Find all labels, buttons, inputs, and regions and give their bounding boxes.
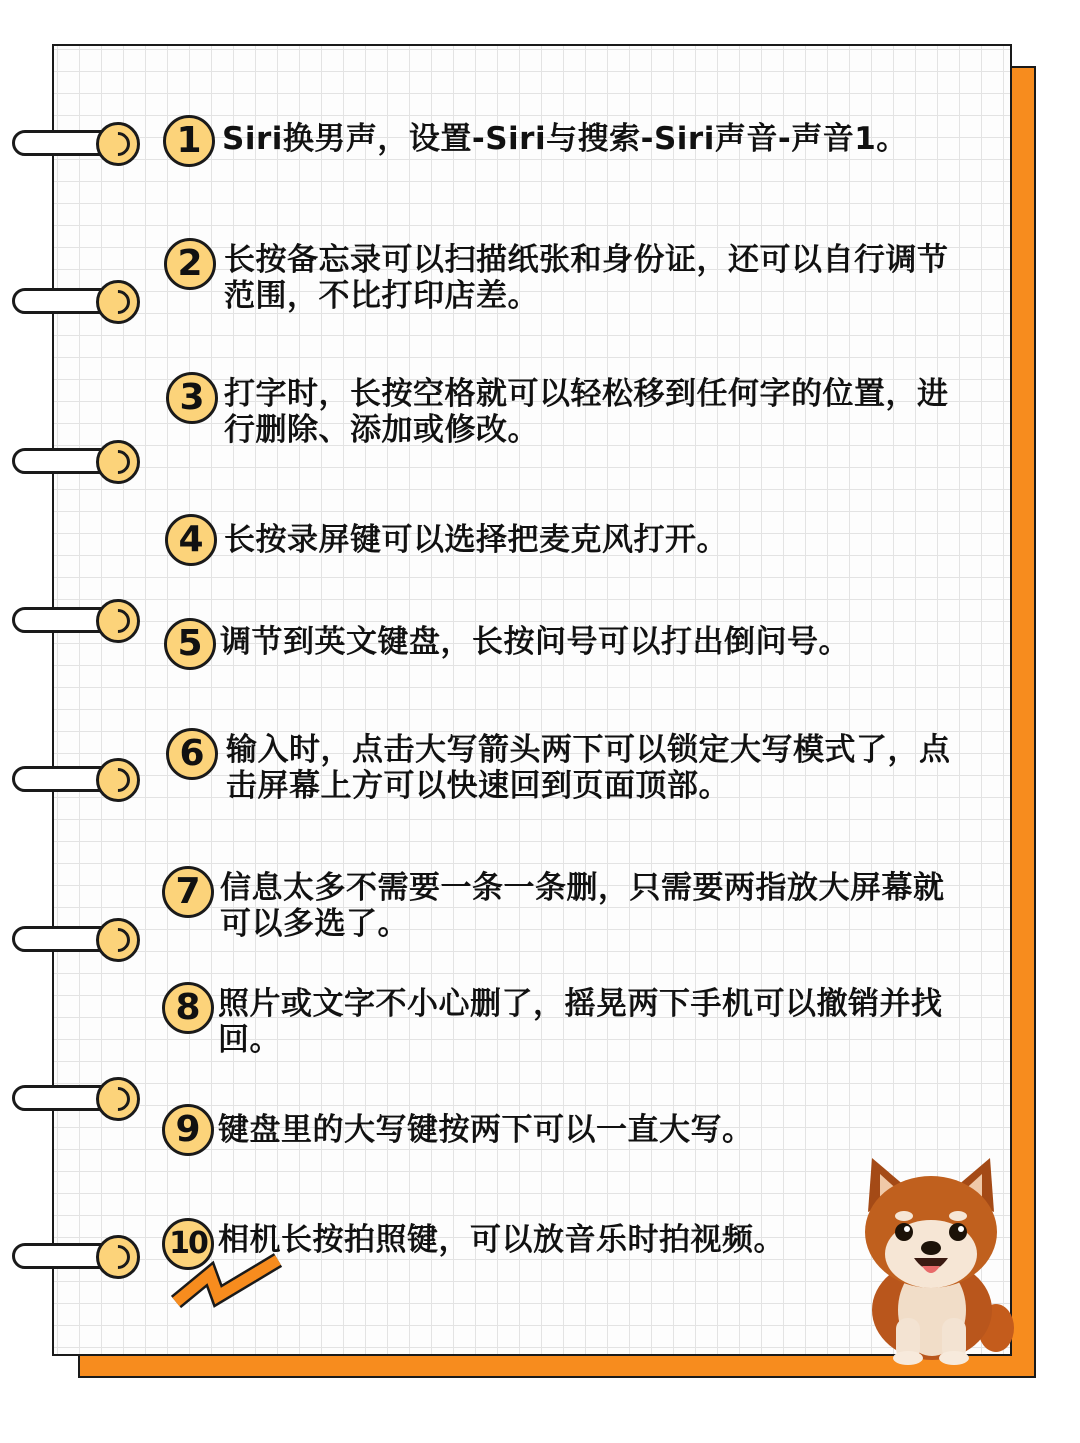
tip-text-line: Siri换男声，设置-Siri与搜索-Siri声音-声音1。 — [222, 121, 908, 157]
tip-number-badge: 8 — [162, 982, 214, 1034]
tip-text-line: 相机长按拍照键，可以放音乐时拍视频。 — [218, 1222, 785, 1258]
binder-ring-icon — [12, 597, 132, 645]
tip-text-line: 击屏幕上方可以快速回到页面顶部。 — [226, 768, 730, 804]
binder-ring-icon — [12, 1233, 132, 1281]
tip-text — [218, 986, 990, 1058]
tip-text-line: 回。 — [218, 1022, 281, 1058]
tip-text — [226, 732, 990, 804]
shiba-dog-illustration — [846, 1150, 1016, 1365]
tip-number-badge: 5 — [164, 618, 216, 670]
tip-text — [220, 870, 990, 942]
tip-text — [220, 624, 990, 660]
tip-number-badge: 1 — [163, 115, 215, 167]
tip-number-badge: 4 — [165, 514, 217, 566]
tip-text — [218, 1222, 880, 1258]
tip-number-badge: 2 — [164, 238, 216, 290]
tip-text — [224, 522, 990, 558]
tip-number-badge: 10 — [162, 1218, 214, 1270]
tip-text-line: 信息太多不需要一条一条删，只需要两指放大屏幕就 — [220, 870, 945, 906]
tip-text-line: 可以多选了。 — [220, 906, 409, 942]
binder-ring-icon — [12, 756, 132, 804]
binder-ring-icon — [12, 1075, 132, 1123]
tip-text — [224, 376, 990, 448]
tip-text-line: 调节到英文键盘，长按问号可以打出倒问号。 — [220, 624, 850, 660]
tip-number-badge: 6 — [166, 728, 218, 780]
tip-text-line: 长按备忘录可以扫描纸张和身份证，还可以自行调节 — [224, 242, 949, 278]
tip-text-line: 行删除、添加或修改。 — [224, 412, 539, 448]
tip-number-badge: 3 — [166, 372, 218, 424]
binder-ring-icon — [12, 120, 132, 168]
tip-number-badge: 7 — [162, 866, 214, 918]
zigzag-icon — [168, 1250, 288, 1312]
tip-number-badge: 9 — [162, 1104, 214, 1156]
binder-ring-icon — [12, 438, 132, 486]
tip-text-line: 范围，不比打印店差。 — [224, 278, 539, 314]
tip-text — [218, 1112, 990, 1148]
binder-ring-icon — [12, 278, 132, 326]
tip-text-line: 键盘里的大写键按两下可以一直大写。 — [218, 1112, 754, 1148]
tip-text-line: 打字时，长按空格就可以轻松移到任何字的位置，进 — [224, 376, 949, 412]
tip-text-line: 输入时，点击大写箭头两下可以锁定大写模式了，点 — [226, 732, 951, 768]
tip-text — [224, 242, 990, 314]
binder-ring-icon — [12, 916, 132, 964]
tip-text — [222, 121, 990, 157]
tip-text-line: 长按录屏键可以选择把麦克风打开。 — [224, 522, 728, 558]
tip-text-line: 照片或文字不小心删了，摇晃两下手机可以撤销并找 — [218, 986, 943, 1022]
